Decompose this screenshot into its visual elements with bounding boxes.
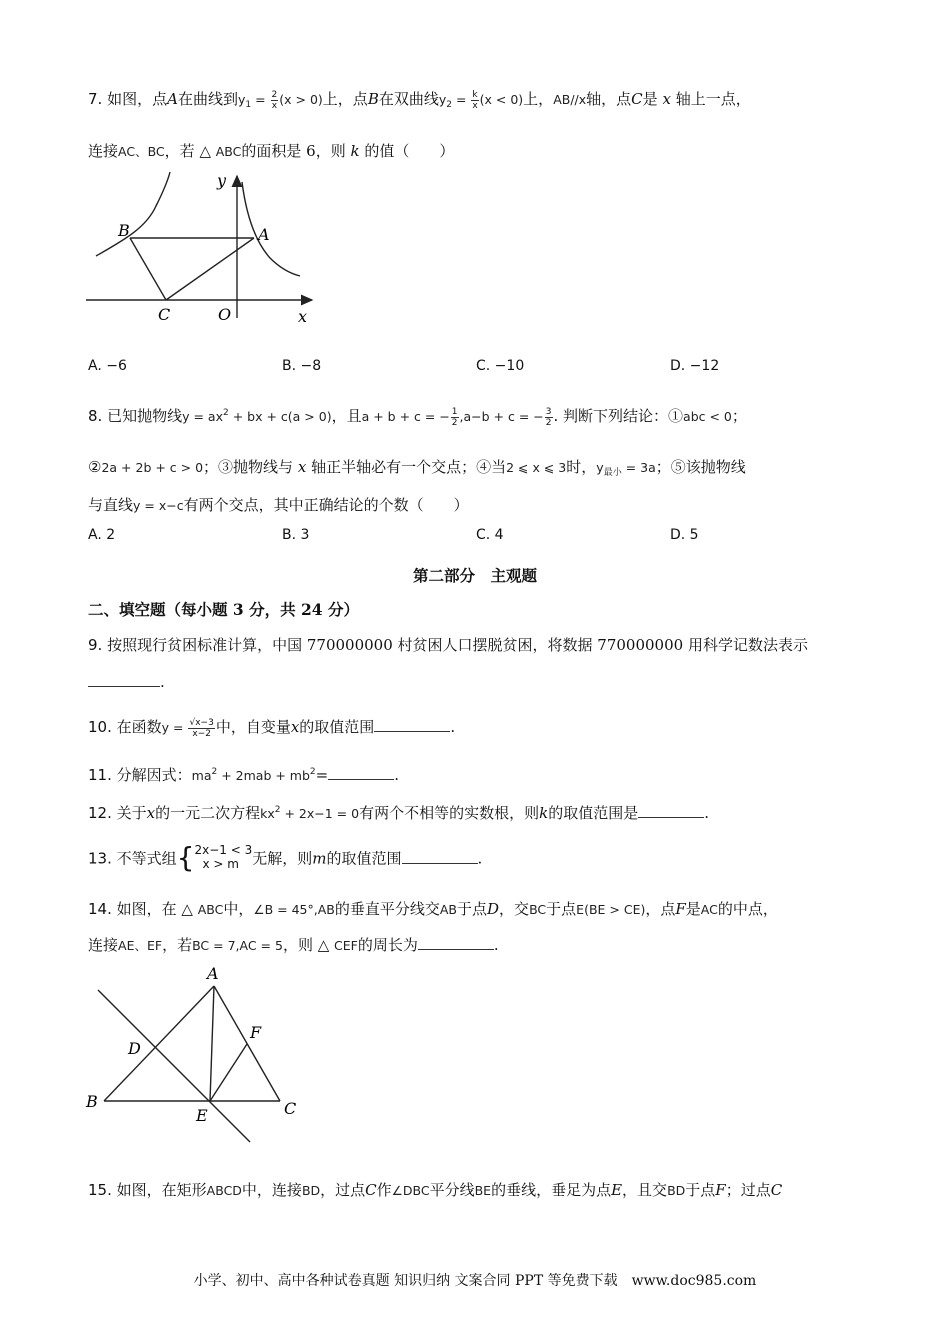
segment-ac [214,986,280,1101]
q7-option-a[interactable]: A. −6 [88,358,127,374]
label-y: y [217,171,227,190]
fraction: $\frac{3}{2}$ [545,406,552,428]
label-e: E [196,1106,208,1125]
fraction: $\frac{1}{2}$ [451,406,458,428]
q8-option-b[interactable]: B. 3 [282,527,310,543]
q8-line3: 与直线y = x−c有两个交点，其中正确结论的个数（ ） [88,496,469,514]
q10-line: 10. 在函数y = $\frac{√x-3}{x-2}$ 中，自变量x的取值范围 . [88,717,456,739]
label-b: B [118,221,130,240]
answer-blank[interactable] [328,765,394,780]
perpendicular-bisector [98,990,250,1142]
segment-bc [130,238,166,300]
answer-blank[interactable] [418,935,494,950]
label-a: A [207,964,219,983]
q7-option-c[interactable]: C. −10 [476,358,525,374]
q7-line1: 7. 如图，点A在曲线到$y_1$ = $\frac{2}{x}$ (x > 0)上，点B在双曲线$y_2$ = $\frac{k}{x}$ (x < 0)上，AB//x轴，点C是 x 轴上一点， [88,89,751,111]
segment-ae [210,986,214,1101]
q13-line: 13. 不等式组{ 2x−1 < 3 x > m 无解，则m的取值范围 . [88,841,483,874]
section2-title: 二、填空题（每小题 3 分，共 24 分） [88,600,359,619]
q9-line1: 9. 按照现行贫困标准计算，中国 770000000 村贫困人口摆脱贫困，将数据 770000000 用科学记数法表示 [88,636,808,654]
q12-line: 12. 关于x的一元二次方程$kx^2 + 2x-1 = 0$有两个不相等的实数根，则k的取值范围是 . [88,804,709,822]
label-f: F [250,1023,262,1042]
label-b: B [86,1092,98,1111]
label-a: A [258,225,270,244]
q7-option-d[interactable]: D. −12 [670,358,720,374]
label-c: C [284,1099,297,1118]
q15-line1: 15. 如图，在矩形ABCD中，连接BD，过点C作∠DBC平分线BE的垂线，垂足为点E，且交BD于点F；过点C [88,1181,783,1199]
q11-line: 11. 分解因式：$ma^2 + 2mab + mb^2=$ . [88,766,400,784]
page-footer: 小学、初中、高中各种试卷真题 知识归纳 文案合同 PPT 等免费下载 www.doc985.com [193,1273,757,1289]
answer-blank[interactable] [402,849,478,864]
label-o: O [218,305,232,324]
q7-figure [84,168,324,328]
q7-option-b[interactable]: B. −8 [282,358,322,374]
segment-ef [210,1044,247,1101]
label-d: D [128,1039,141,1058]
answer-blank[interactable] [638,803,704,818]
segment-ac [166,238,254,300]
q8-line2: ②2a + 2b + c > 0；③抛物线与 x 轴正半轴必有一个交点；④当2 ⩽ x ⩽ 3时，$y_{最小} = 3a$；⑤该抛物线 [88,458,746,478]
fraction: $\frac{√x-3}{x-2}$ [189,717,214,739]
answer-blank[interactable] [374,717,450,732]
q8-line1: 8. 已知抛物线$y = ax^2$ + bx + c(a > 0)，且a + b + c = − $\frac{1}{2}$ ,a−b + c = − $\frac{3}{2}$ . 判断下列结论：①abc < 0； [88,406,747,428]
inequality-system: 2x−1 < 3 x > m [194,842,253,871]
segment-ab [104,986,214,1101]
fraction: $\frac{2}{x}$ [271,89,278,111]
q8-option-a[interactable]: A. 2 [88,527,116,543]
q14-figure [80,962,320,1152]
q7-line2: 连接AC、BC，若 △ ABC的面积是 6，则 k 的值（ ） [88,142,455,160]
answer-blank[interactable] [88,672,160,687]
label-c: C [158,305,171,324]
q8-option-d[interactable]: D. 5 [670,527,699,543]
q9-line2: . [88,672,165,691]
brace-icon: { [176,841,195,874]
label-x: x [298,307,308,326]
hyperbola-right [242,182,300,276]
fraction: $\frac{k}{x}$ [472,89,478,111]
q8-option-c[interactable]: C. 4 [476,527,504,543]
q14-line2: 连接AE、EF，若BC = 7,AC = 5，则 △ CEF的周长为 . [88,936,499,954]
part2-title: 第二部分 主观题 [412,566,537,585]
q14-line1: 14. 如图，在 △ ABC中，∠B = 45°,AB的垂直平分线交AB于点D，交BC于点E(BE > CE)，点F是AC的中点， [88,900,778,918]
